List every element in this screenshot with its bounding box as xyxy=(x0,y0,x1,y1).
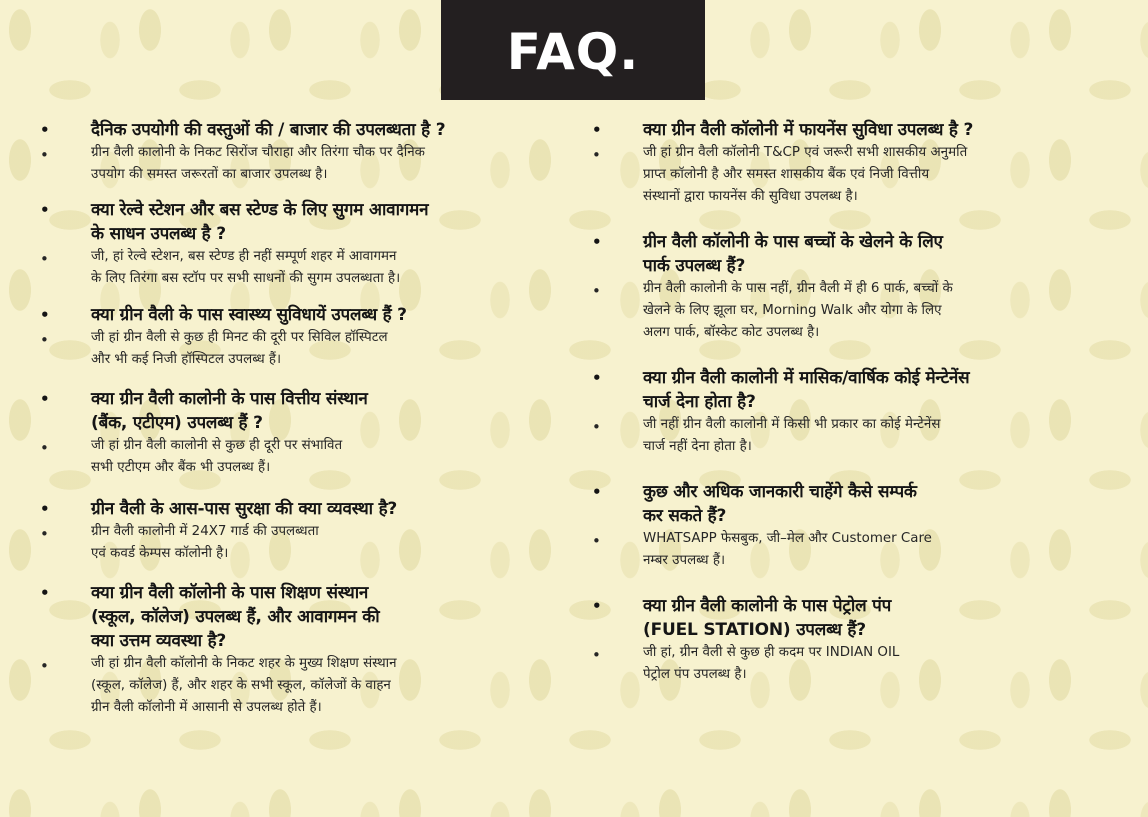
faq-question: • ग्रीन वैली के आस-पास सुरक्षा की क्या व्यवस्था है? xyxy=(40,497,560,521)
faq-column-left xyxy=(40,118,560,719)
faq-answer: • जी हां ग्रीन वैली कॉलोनी के निकट शहर के मुख्य शिक्षण संस्थान (स्कूल, कॉलेज) हैं, और शहर के सभी स्कूल, कॉलेजों के वाहन ग्रीन वैली कॉलोनी में आसानी से उपलब्ध होते हैं। xyxy=(40,653,560,719)
faq-answer: • ग्रीन वैली कालोनी के पास नहीं, ग्रीन वैली में ही 6 पार्क, बच्चों के खेलने के लिए झूला घर, Morning Walk और योगा के लिए अलग पार्क, बॉस्केट कोट उपलब्ध है। xyxy=(592,278,1092,344)
faq-answer: • जी हां ग्रीन वैली कॉलोनी T&CP एवं जरूरी सभी शासकीय अनुमति प्राप्त कॉलोनी है और समस्त शासकीय बैंक एवं निजी वित्तीय संस्थानों द्वारा फायनेंस की सुविधा उपलब्ध है। xyxy=(592,142,1092,208)
faq-question: • ग्रीन वैली कॉलोनी के पास बच्चों के खेलने के लिए पार्क उपलब्ध हैं? xyxy=(592,230,1092,278)
faq-item-3 xyxy=(40,303,560,371)
faq-question: • कुछ और अधिक जानकारी चाहेंगे कैसे सम्पर्क कर सकते हैं? xyxy=(592,480,1092,528)
faq-answer: • जी हां ग्रीन वैली कालोनी से कुछ ही दूरी पर संभावित सभी एटीएम और बैंक भी उपलब्ध हैं। xyxy=(40,435,560,479)
faq-item-6 xyxy=(40,581,560,719)
faq-item-5 xyxy=(40,497,560,565)
faq-column-right xyxy=(592,118,1092,686)
faq-answer: • जी नहीं ग्रीन वैली कालोनी में किसी भी प्रकार का कोई मेन्टेनेंस चार्ज नहीं देना होता है। xyxy=(592,414,1092,458)
faq-item-8 xyxy=(592,230,1092,344)
faq-answer: • जी हां, ग्रीन वैली से कुछ ही कदम पर INDIAN OIL पेट्रोल पंप उपलब्ध है। xyxy=(592,642,1092,686)
faq-answer: • जी हां ग्रीन वैली से कुछ ही मिनट की दूरी पर सिविल हॉस्पिटल और भी कई निजी हॉस्पिटल उपलब्ध हैं। xyxy=(40,327,560,371)
faq-item-7 xyxy=(592,118,1092,208)
faq-question: • क्या ग्रीन वैली के पास स्वास्थ्य सुविधायें उपलब्ध हैं ? xyxy=(40,303,560,327)
faq-question: • क्या ग्रीन वैली कॉलोनी में फायनेंस सुविधा उपलब्ध है ? xyxy=(592,118,1092,142)
faq-answer: • ग्रीन वैली कालोनी में 24X7 गार्ड की उपलब्धता एवं कवर्ड केम्पस कॉलोनी है। xyxy=(40,521,560,565)
faq-question: • क्या ग्रीन वैली कालोनी के पास पेट्रोल पंप (FUEL STATION) उपलब्ध हैं? xyxy=(592,594,1092,642)
faq-question: • क्या रेल्वे स्टेशन और बस स्टेण्ड के लिए सुगम आवागमन के साधन उपलब्ध है ? xyxy=(40,198,560,246)
faq-question: • क्या ग्रीन वैली कालोनी में मासिक/वार्षिक कोई मेन्टेनेंस चार्ज देना होता है? xyxy=(592,366,1092,414)
page-title: FAQ. xyxy=(506,23,640,81)
title-banner xyxy=(441,0,705,100)
faq-answer: • जी, हां रेल्वे स्टेशन, बस स्टेण्ड ही नहीं सम्पूर्ण शहर में आवागमन के लिए तिरंगा बस स्टॉप पर सभी साधनों की सुगम उपलब्धता है। xyxy=(40,246,560,290)
faq-question: • क्या ग्रीन वैली कॉलोनी के पास शिक्षण संस्थान (स्कूल, कॉलेज) उपलब्ध हैं, और आवागमन की क्या उत्तम व्यवस्था है? xyxy=(40,581,560,653)
faq-answer: • WHATSAPP फेसबुक, जी–मेल और Customer Care नम्बर उपलब्ध हैं। xyxy=(592,528,1092,572)
faq-item-11 xyxy=(592,594,1092,686)
faq-question: • क्या ग्रीन वैली कालोनी के पास वित्तीय संस्थान (बैंक, एटीएम) उपलब्ध हैं ? xyxy=(40,387,560,435)
faq-item-4 xyxy=(40,387,560,479)
faq-item-9 xyxy=(592,366,1092,458)
faq-answer: • ग्रीन वैली कालोनी के निकट सिरोंज चौराहा और तिरंगा चौक पर दैनिक उपयोग की समस्त जरूरतों का बाजार उपलब्ध है। xyxy=(40,142,560,186)
faq-item-1 xyxy=(40,118,560,186)
faq-item-10 xyxy=(592,480,1092,572)
faq-item-2 xyxy=(40,198,560,290)
faq-question: • दैनिक उपयोगी की वस्तुओं की / बाजार की उपलब्धता है ? xyxy=(40,118,560,142)
